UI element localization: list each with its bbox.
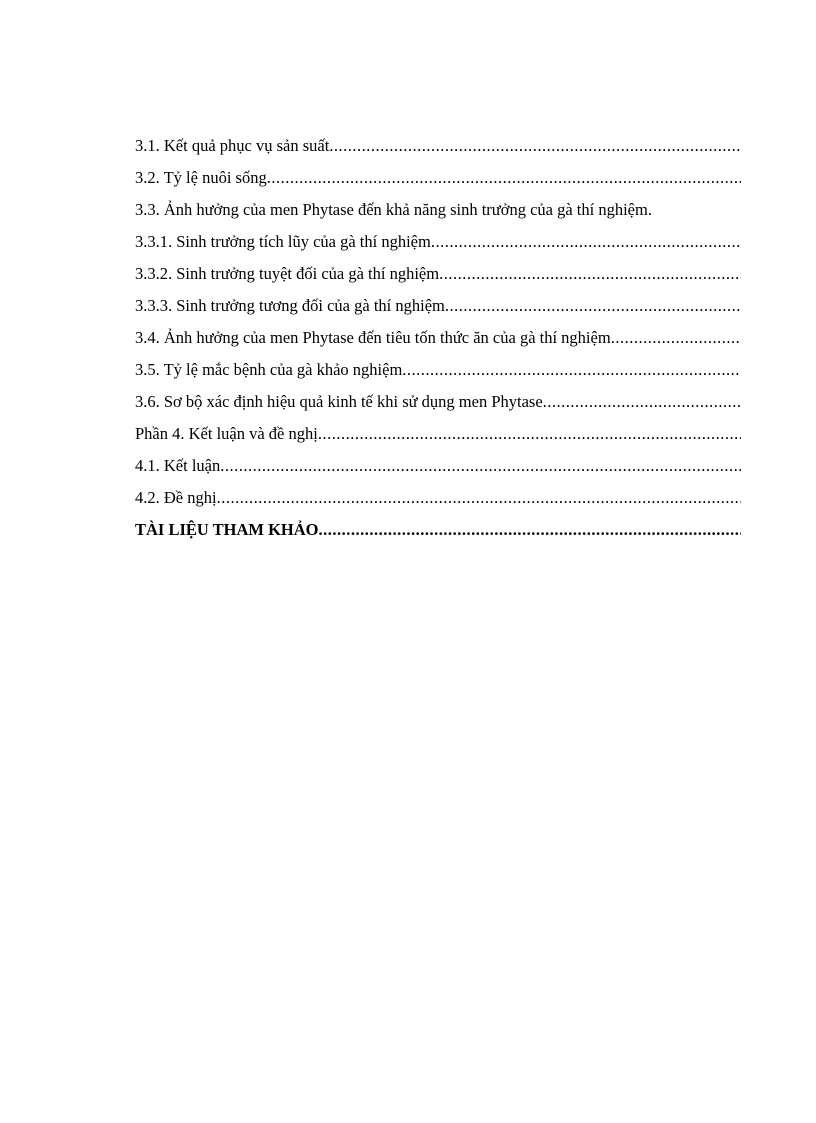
toc-entry-3-1[interactable] xyxy=(135,130,741,162)
toc-entry-4-1[interactable] xyxy=(135,450,741,482)
toc-dot-leader xyxy=(329,130,741,162)
toc-entry-3-3-2[interactable] xyxy=(135,258,741,290)
toc-entry-3-5[interactable] xyxy=(135,354,741,386)
toc-entry-text: 3.3.1. Sinh trưởng tích lũy của gà thí nghiệm xyxy=(135,232,431,251)
toc-dot-leader xyxy=(648,194,741,226)
toc-entry-text: 3.2. Tỷ lệ nuôi sống xyxy=(135,168,267,187)
toc-dot-leader xyxy=(439,258,741,290)
toc-entry-text: 3.5. Tỷ lệ mắc bệnh của gà khảo nghiệm xyxy=(135,360,403,379)
toc-entry-3-3-3[interactable] xyxy=(135,290,741,322)
toc-dot-leader xyxy=(318,418,741,450)
toc-dot-leader xyxy=(220,450,741,482)
toc-entry-text: 3.1. Kết quả phục vụ sản suất xyxy=(135,136,330,155)
toc-entry-3-4[interactable] xyxy=(135,322,741,354)
toc-entry-text: 3.3. Ảnh hưởng của men Phytase đến khả năng sinh trưởng của gà thí nghiệm xyxy=(135,200,648,219)
toc-dot-leader xyxy=(402,354,741,386)
toc-dot-leader xyxy=(445,290,741,322)
toc-entry-text: 3.4. Ảnh hưởng của men Phytase đến tiêu tốn thức ăn của gà thí nghiệm xyxy=(135,328,611,347)
toc-entry-3-3-1[interactable] xyxy=(135,226,741,258)
toc-entry-4-2[interactable] xyxy=(135,482,741,514)
toc-entry-text: 3.3.2. Sinh trưởng tuyệt đối của gà thí nghiệm xyxy=(135,264,440,283)
toc-entry-text: 4.2. Đề nghị xyxy=(135,488,217,507)
toc-entry-text: TÀI LIỆU THAM KHẢO xyxy=(135,520,319,539)
toc-entry-text: 3.3.3. Sinh trưởng tương đối của gà thí nghiệm xyxy=(135,296,445,315)
table-of-contents xyxy=(135,130,741,546)
toc-entry-references[interactable] xyxy=(135,514,741,546)
toc-entry-3-3[interactable] xyxy=(135,194,741,226)
toc-entry-3-6[interactable] xyxy=(135,386,741,418)
toc-dot-leader xyxy=(217,482,741,514)
toc-dot-leader xyxy=(431,226,741,258)
toc-entry-text: 3.6. Sơ bộ xác định hiệu quả kinh tế khi sử dụng men Phytase xyxy=(135,392,543,411)
toc-entry-text: 4.1. Kết luận xyxy=(135,456,221,475)
toc-dot-leader xyxy=(319,514,741,546)
toc-dot-leader xyxy=(611,322,741,354)
toc-entry-text: Phần 4. Kết luận và đề nghị xyxy=(135,424,318,443)
toc-entry-3-2[interactable] xyxy=(135,162,741,194)
toc-dot-leader xyxy=(543,386,741,418)
toc-entry-phan-4[interactable] xyxy=(135,418,741,450)
toc-dot-leader xyxy=(267,162,741,194)
